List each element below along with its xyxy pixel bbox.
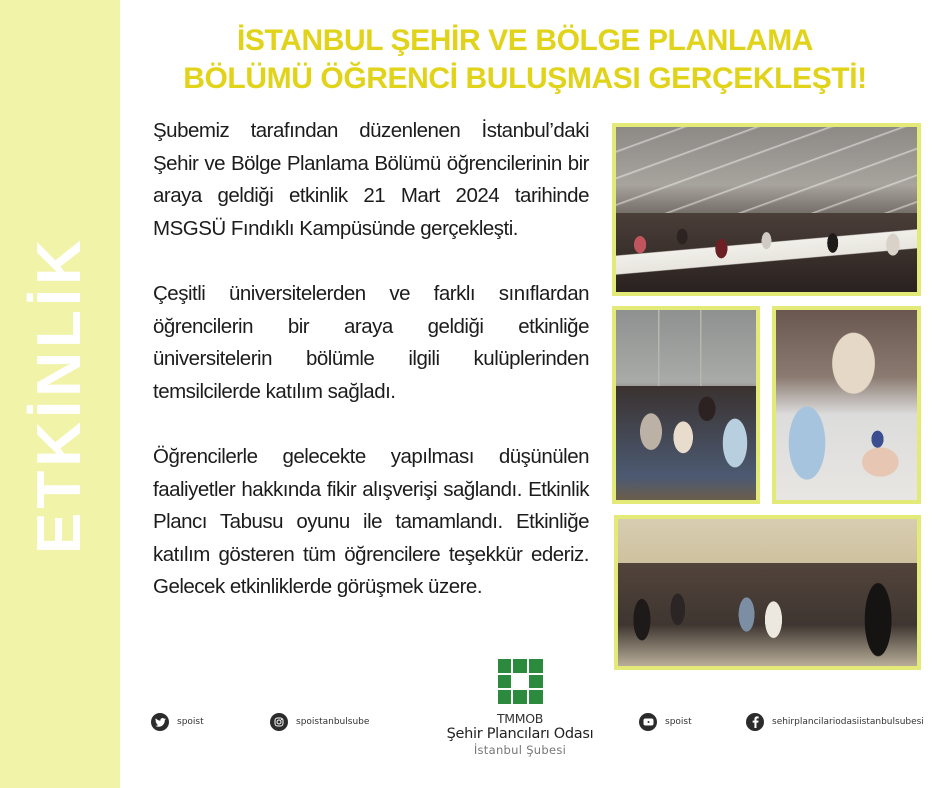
photo-hall-event	[612, 123, 921, 296]
twitter-link[interactable]	[151, 713, 204, 731]
twitter-handle: spoist	[177, 717, 204, 727]
facebook-link[interactable]	[746, 713, 924, 731]
article-paragraph: Çeşitli üniversitelerden ve farklı sınıflardan öğrencilerin bir araya geldiği etkinliğe üniversitelerin bölümle ilgili kulüplerinden temsilcilerde katılım sağladı.	[153, 281, 589, 403]
page-title	[130, 22, 920, 98]
facebook-handle: sehirplancilariodasiistanbulsubesi	[772, 717, 924, 727]
sidebar	[0, 0, 120, 788]
instagram-icon	[270, 713, 288, 731]
photo-students-table	[612, 306, 760, 504]
instagram-handle: spoistanbulsube	[296, 717, 370, 727]
facebook-icon	[746, 713, 764, 731]
instagram-link[interactable]	[270, 713, 369, 731]
title-line-1: İSTANBUL ŞEHİR VE BÖLGE PLANLAMA	[236, 24, 814, 57]
youtube-icon	[639, 713, 657, 731]
organization-logo	[440, 655, 600, 758]
photo-game-card-closeup	[772, 306, 921, 504]
youtube-link[interactable]	[639, 713, 692, 731]
article-body	[153, 115, 589, 604]
title-line-2: BÖLÜMÜ ÖĞRENCİ BULUŞMASI GERÇEKLEŞTİ!	[183, 62, 867, 95]
article-paragraph: Öğrencilerle gelecekte yapılması düşünülen faaliyetler hakkında fikir alışverişi sağlandı. Etkinlik Plancı Tabusu oyunu ile tamamlandı. Etkinliğe katılım gösteren tüm öğrencilere teşekkür ederiz. Gelecek etkinliklerde görüşmek üzere.	[153, 444, 589, 599]
youtube-handle: spoist	[665, 717, 692, 727]
twitter-icon	[151, 713, 169, 731]
logo-name: Şehir Plancıları Odası	[446, 726, 594, 742]
photo-classroom	[614, 515, 921, 670]
logo-branch: İstanbul Şubesi	[473, 743, 567, 757]
logo-grid-icon	[498, 659, 543, 704]
logo-org: TMMOB	[496, 711, 544, 726]
article-paragraph: Şubemiz tarafından düzenlenen İstanbul’daki Şehir ve Bölge Planlama Bölümü öğrencilerinin bir araya geldiği etkinlik 21 Mart 2024 tarihinde MSGSÜ Fındıklı Kampüsünde gerçekleşti.	[153, 119, 589, 240]
sidebar-category-label: ETKİNLİK	[25, 236, 94, 554]
